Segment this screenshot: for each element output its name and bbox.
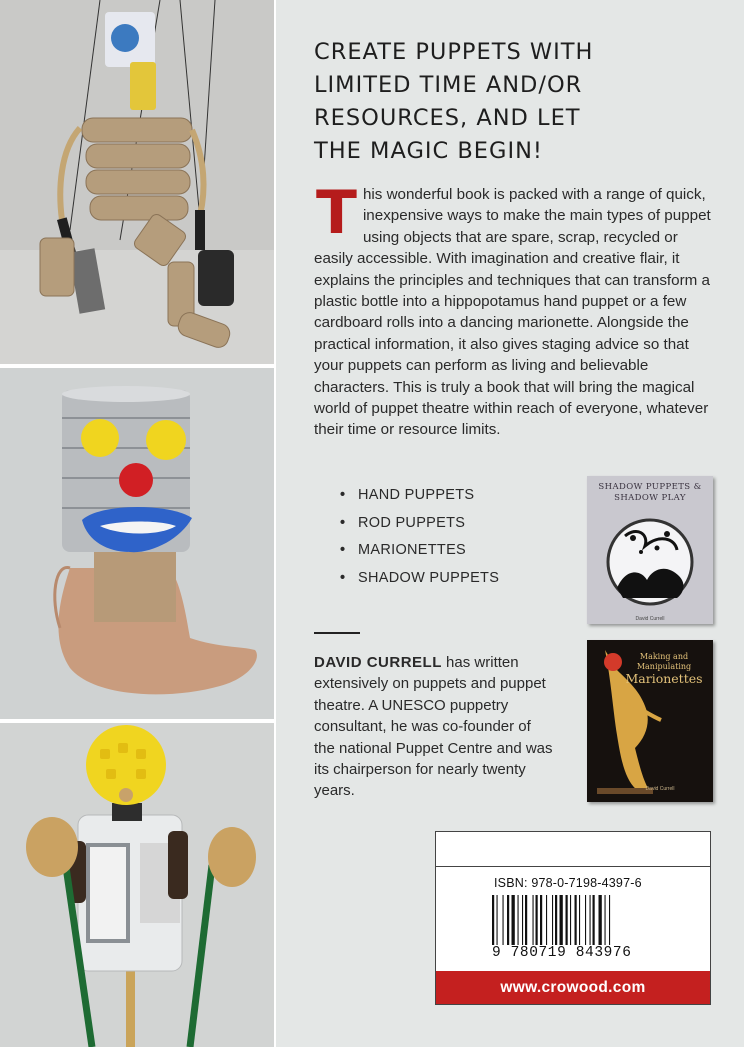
barcode-icon [492, 895, 642, 945]
book-title: SHADOW PUPPETS & SHADOW PLAY [598, 482, 702, 503]
tin-can-puppet-photo [0, 368, 274, 719]
blurb-text: his wonderful book is packed with a range of quick, inexpensive ways to make the main types of puppet using objects that are spare, scrap, recycled or easily accessible. With imagination and creative flair, it explains the principles and techniques that can transform a plastic bottle into a hippopotamus hand puppet or a few cardboard rolls into a dancing marionette. Alongside the practical information, it also gives staging advice so that your puppets can perform as living and believable characters. This is truly a book that will bring the magical world of puppet theatre within reach of everyone, whatever their time or resource limits. [314, 186, 711, 439]
bullet-icon: • [340, 514, 346, 531]
list-item: • HAND PUPPETS [340, 482, 499, 510]
book-author: David Currell [635, 616, 665, 622]
author-bio [314, 652, 554, 802]
puppet-type-list [340, 482, 499, 592]
isbn-label: ISBN: 978-0-7198-4397-6 [494, 876, 642, 890]
marionette-photo [0, 0, 274, 364]
back-cover-content [278, 0, 744, 1047]
bullet-icon: • [340, 569, 346, 586]
bullet-icon: • [340, 542, 346, 558]
headline: CREATE PUPPETS WITH LIMITED TIME AND/OR RESOURCES, AND LET THE MAGIC BEGIN! [314, 39, 594, 164]
divider [436, 866, 710, 867]
author-name: DAVID CURRELL [314, 654, 442, 671]
book-author: David Currell [645, 786, 675, 792]
isbn-panel [435, 831, 711, 1005]
divider [314, 632, 360, 634]
bullet-icon: • [340, 487, 346, 503]
book-cover-marionettes [587, 640, 713, 802]
drop-cap: T [316, 178, 357, 248]
photo-column [0, 0, 276, 1047]
rod-puppet-photo [0, 723, 274, 1047]
list-item: • ROD PUPPETS [340, 510, 499, 538]
author-bio-text: has written extensively on puppets and puppet theatre. A UNESCO puppetry consultant, he was co-founder of the national Puppet Centre and was its chairperson for nearly twenty years. [314, 654, 553, 800]
book-title: Making and Manipulating Marionettes [625, 652, 703, 686]
blurb [314, 178, 714, 441]
publisher-website[interactable]: www.crowood.com [436, 971, 710, 1004]
list-item: • MARIONETTES [340, 537, 499, 565]
list-item: • SHADOW PUPPETS [340, 565, 499, 593]
barcode-digits: 9 780719 843976 [492, 945, 632, 961]
book-cover-shadow-puppets [587, 476, 713, 624]
